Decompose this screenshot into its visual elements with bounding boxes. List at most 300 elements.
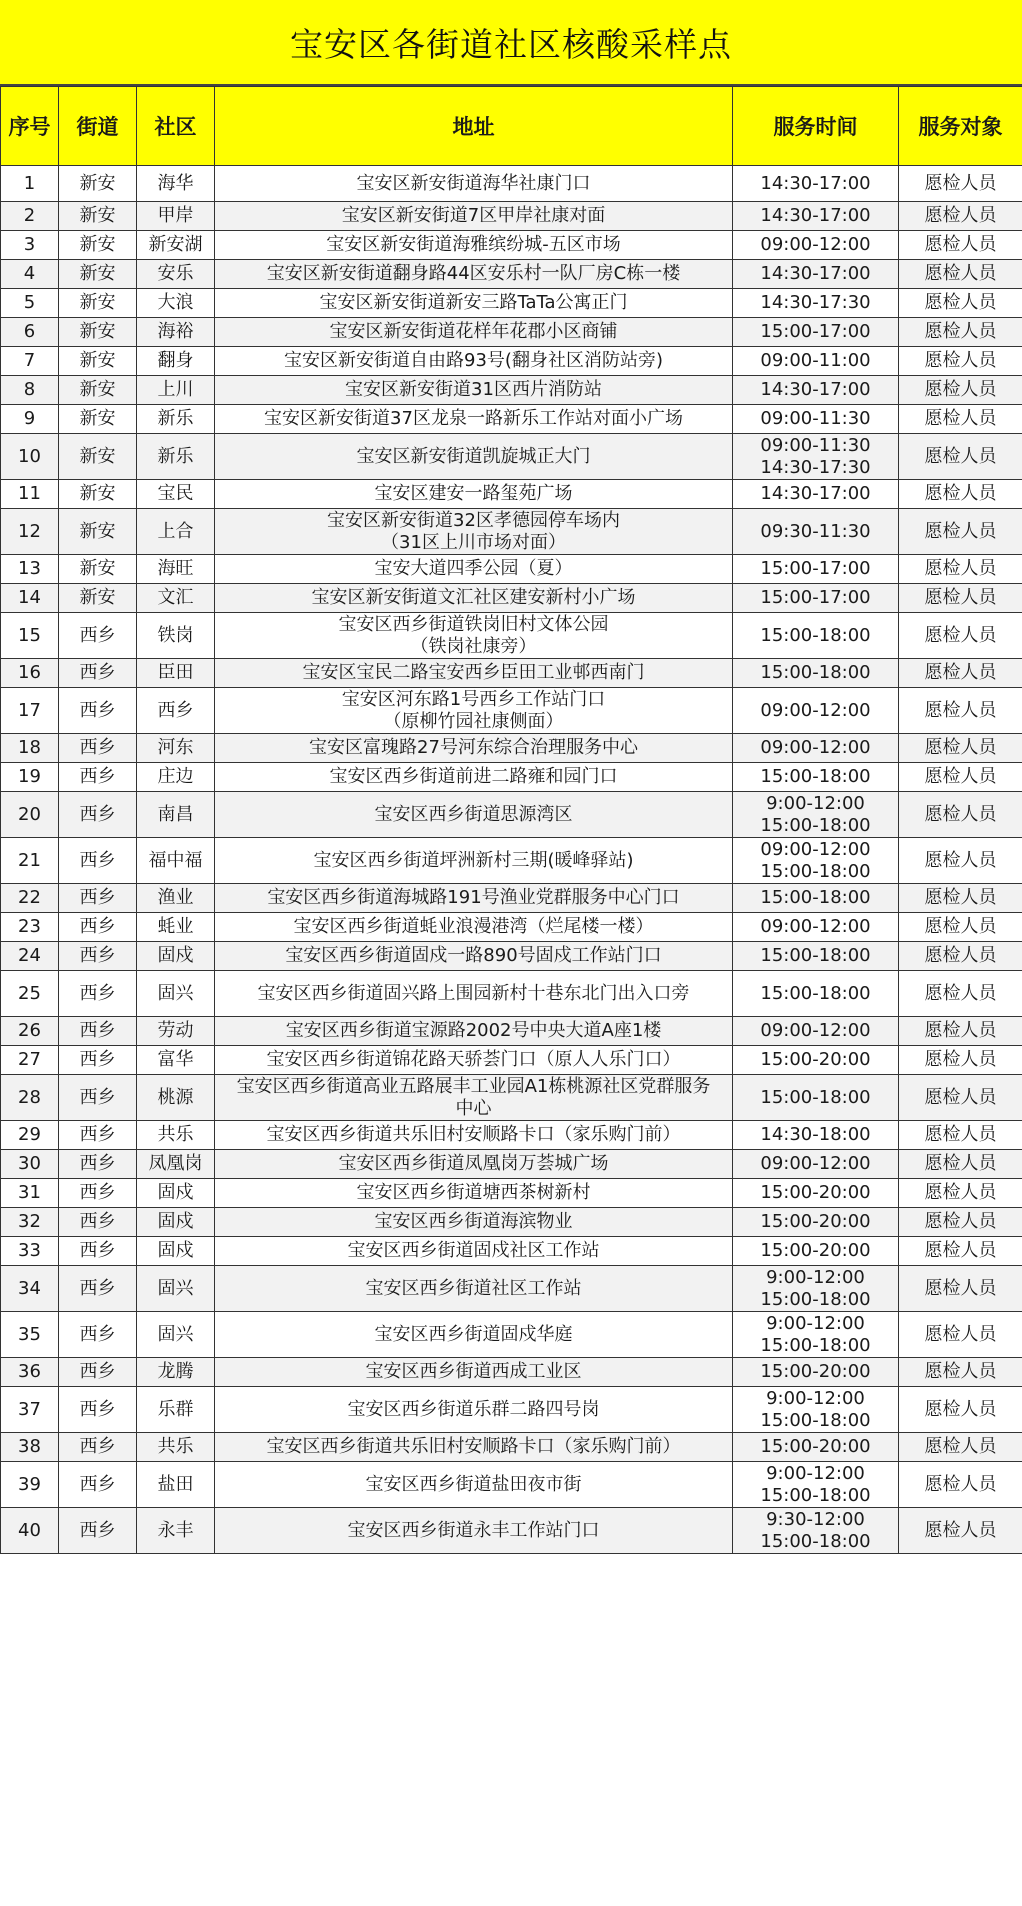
row-service-time [733, 555, 899, 584]
row-service-time-line: 14:30-17:00 [760, 172, 871, 194]
row-number: 8 [1, 376, 59, 405]
row-address [215, 289, 733, 318]
row-service-time-line: 9:00-12:00 [766, 792, 865, 814]
table-row [1, 202, 1022, 231]
row-service-time-line: 14:30-17:30 [760, 456, 871, 478]
row-address [215, 792, 733, 838]
row-service-time-line: 9:00-12:00 [766, 1387, 865, 1409]
row-address-line: 宝安区新安街道7区甲岸社康对面 [341, 205, 606, 226]
table-row [1, 1121, 1022, 1150]
row-community: 文汇 [137, 584, 215, 613]
row-community: 固兴 [137, 1266, 215, 1312]
row-service-time-line: 15:00-18:00 [760, 1530, 871, 1552]
row-service-time-line: 09:00-12:00 [760, 916, 871, 937]
row-service-target: 愿检人员 [899, 480, 1022, 509]
row-address-line: 宝安区西乡街道固戍一路890号固戍工作站门口 [285, 945, 662, 966]
row-address-line: 宝安区西乡街道永丰工作站门口 [347, 1519, 600, 1541]
row-community: 宝民 [137, 480, 215, 509]
row-community: 福中福 [137, 838, 215, 884]
row-service-target: 愿检人员 [899, 434, 1022, 480]
row-community: 桃源 [137, 1075, 215, 1121]
row-address-line: 宝安区新安街道花样年花郡小区商铺 [329, 321, 618, 342]
row-service-time-line: 15:00-20:00 [760, 1361, 871, 1382]
row-street: 新安 [59, 318, 137, 347]
row-service-time [733, 166, 899, 202]
row-service-time-line: 15:00-17:00 [760, 587, 871, 608]
table-row [1, 231, 1022, 260]
row-address [215, 763, 733, 792]
row-address [215, 1312, 733, 1358]
table-header-row [1, 87, 1022, 166]
row-service-time-line: 09:30-11:30 [760, 520, 871, 542]
row-service-time-line: 14:30-17:00 [760, 263, 871, 284]
row-service-time [733, 1237, 899, 1266]
table-row [1, 1266, 1022, 1312]
row-service-time [733, 434, 899, 480]
row-service-target: 愿检人员 [899, 231, 1022, 260]
sampling-sites-table [0, 86, 1022, 1554]
table-row [1, 838, 1022, 884]
row-community: 固戍 [137, 942, 215, 971]
row-number: 28 [1, 1075, 59, 1121]
row-service-time-line: 09:00-11:30 [760, 434, 871, 456]
row-street: 西乡 [59, 734, 137, 763]
table-row [1, 1075, 1022, 1121]
table-row [1, 1358, 1022, 1387]
row-street: 西乡 [59, 792, 137, 838]
row-number: 40 [1, 1508, 59, 1554]
row-service-target: 愿检人员 [899, 838, 1022, 884]
table-row [1, 1017, 1022, 1046]
row-address [215, 1046, 733, 1075]
row-community: 海裕 [137, 318, 215, 347]
row-community: 永丰 [137, 1508, 215, 1554]
row-number: 3 [1, 231, 59, 260]
row-street: 新安 [59, 509, 137, 555]
row-number: 34 [1, 1266, 59, 1312]
row-number: 24 [1, 942, 59, 971]
row-address-line: 宝安区西乡街道固戍社区工作站 [347, 1240, 600, 1261]
row-service-target: 愿检人员 [899, 1075, 1022, 1121]
row-address-line: 宝安区西乡街道西成工业区 [365, 1361, 582, 1382]
table-row [1, 318, 1022, 347]
row-number: 5 [1, 289, 59, 318]
table-row [1, 971, 1022, 1017]
row-address [215, 166, 733, 202]
row-address [215, 1358, 733, 1387]
row-community: 河东 [137, 734, 215, 763]
row-number: 1 [1, 166, 59, 202]
row-community: 上川 [137, 376, 215, 405]
row-street: 新安 [59, 260, 137, 289]
table-row [1, 434, 1022, 480]
row-service-time-line: 15:00-20:00 [760, 1211, 871, 1232]
row-service-time [733, 1121, 899, 1150]
row-service-target: 愿检人员 [899, 884, 1022, 913]
row-address-line: 宝安区新安街道海雅缤纷城-五区市场 [326, 234, 621, 255]
row-service-time [733, 763, 899, 792]
row-address-line: 宝安大道四季公园（夏） [374, 558, 573, 579]
row-service-time-line: 15:00-20:00 [760, 1049, 871, 1070]
row-address [215, 480, 733, 509]
row-service-target: 愿检人员 [899, 734, 1022, 763]
row-number: 14 [1, 584, 59, 613]
table-row [1, 166, 1022, 202]
row-service-target: 愿检人员 [899, 763, 1022, 792]
row-service-time-line: 09:00-11:00 [760, 350, 871, 371]
row-address-line: 宝安区西乡街道思源湾区 [374, 803, 573, 825]
row-service-target: 愿检人员 [899, 289, 1022, 318]
row-service-target: 愿检人员 [899, 1462, 1022, 1508]
row-street: 新安 [59, 555, 137, 584]
row-address-line: 宝安区新安街道新安三路TaTa公寓正门 [319, 292, 628, 313]
row-number: 16 [1, 659, 59, 688]
row-address [215, 838, 733, 884]
row-number: 15 [1, 613, 59, 659]
row-service-time [733, 688, 899, 734]
row-service-target: 愿检人员 [899, 318, 1022, 347]
row-address-line: 宝安区西乡街道乐群二路四号岗 [347, 1398, 600, 1420]
row-number: 39 [1, 1462, 59, 1508]
row-service-time [733, 1312, 899, 1358]
row-street: 西乡 [59, 1358, 137, 1387]
row-address-line: 宝安区西乡街道坪洲新村三期(暖峰驿站) [313, 849, 634, 871]
row-service-target: 愿检人员 [899, 688, 1022, 734]
row-address-line: 宝安区西乡街道社区工作站 [365, 1277, 582, 1299]
row-street: 西乡 [59, 913, 137, 942]
row-service-target: 愿检人员 [899, 942, 1022, 971]
row-number: 9 [1, 405, 59, 434]
row-community: 海旺 [137, 555, 215, 584]
row-address [215, 584, 733, 613]
row-service-time-line: 09:00-12:00 [760, 737, 871, 758]
table-row [1, 1150, 1022, 1179]
row-community: 海华 [137, 166, 215, 202]
row-number: 30 [1, 1150, 59, 1179]
row-street: 西乡 [59, 1121, 137, 1150]
row-service-time [733, 1358, 899, 1387]
row-address-line: 宝安区西乡街道铁岗旧村文体公园 [338, 613, 609, 635]
row-service-time [733, 613, 899, 659]
row-street: 西乡 [59, 1075, 137, 1121]
row-address [215, 231, 733, 260]
row-address-line: 宝安区新安街道32区孝德园停车场内 [327, 509, 620, 531]
row-service-time [733, 792, 899, 838]
row-community: 安乐 [137, 260, 215, 289]
row-service-target: 愿检人员 [899, 347, 1022, 376]
header-street: 街道 [59, 87, 137, 166]
row-number: 23 [1, 913, 59, 942]
row-address-line: 宝安区西乡街道宝源路2002号中央大道A座1楼 [285, 1020, 662, 1041]
row-service-time [733, 942, 899, 971]
row-service-time [733, 405, 899, 434]
row-address-line: 宝安区西乡街道固戍华庭 [374, 1323, 573, 1345]
header-service-target: 服务对象 [899, 87, 1022, 166]
row-community: 臣田 [137, 659, 215, 688]
row-street: 西乡 [59, 1266, 137, 1312]
row-number: 19 [1, 763, 59, 792]
row-service-time [733, 884, 899, 913]
row-address [215, 555, 733, 584]
row-service-time-line: 15:00-18:00 [760, 945, 871, 966]
row-service-time-line: 9:30-12:00 [766, 1508, 865, 1530]
row-address [215, 688, 733, 734]
table-row [1, 376, 1022, 405]
row-community: 大浪 [137, 289, 215, 318]
row-community: 庄边 [137, 763, 215, 792]
row-street: 新安 [59, 166, 137, 202]
row-community: 新乐 [137, 434, 215, 480]
row-service-time [733, 347, 899, 376]
row-number: 2 [1, 202, 59, 231]
row-service-time-line: 9:00-12:00 [766, 1266, 865, 1288]
table-row [1, 480, 1022, 509]
row-service-target: 愿检人员 [899, 1433, 1022, 1462]
row-service-time [733, 1075, 899, 1121]
row-service-target: 愿检人员 [899, 1179, 1022, 1208]
row-service-time [733, 318, 899, 347]
row-service-time-line: 09:00-12:00 [760, 234, 871, 255]
row-street: 西乡 [59, 1508, 137, 1554]
row-street: 新安 [59, 347, 137, 376]
row-service-target: 愿检人员 [899, 1046, 1022, 1075]
row-address-line: 宝安区西乡街道蚝业浪漫港湾（烂尾楼一楼） [293, 916, 654, 937]
row-service-target: 愿检人员 [899, 202, 1022, 231]
row-address [215, 942, 733, 971]
row-address [215, 1462, 733, 1508]
row-street: 新安 [59, 289, 137, 318]
row-street: 西乡 [59, 942, 137, 971]
row-street: 西乡 [59, 1462, 137, 1508]
row-service-time-line: 9:00-12:00 [766, 1312, 865, 1334]
row-street: 西乡 [59, 1237, 137, 1266]
row-number: 32 [1, 1208, 59, 1237]
row-address-line: 宝安区西乡街道固兴路上围园新村十巷东北门出入口旁 [257, 982, 690, 1004]
row-address [215, 405, 733, 434]
row-service-time-line: 15:00-18:00 [760, 814, 871, 836]
row-address-line: 宝安区西乡街道高业五路展丰工业园A1栋桃源社区党群服务 [236, 1075, 711, 1097]
row-service-time-line: 09:00-12:00 [760, 699, 871, 721]
row-service-target: 愿检人员 [899, 971, 1022, 1017]
row-service-time-line: 09:00-11:30 [760, 408, 871, 429]
row-community: 蚝业 [137, 913, 215, 942]
row-service-time [733, 231, 899, 260]
row-address-line: （铁岗社康旁） [410, 635, 537, 657]
header-community: 社区 [137, 87, 215, 166]
row-address [215, 971, 733, 1017]
row-service-target: 愿检人员 [899, 405, 1022, 434]
row-address-line: 宝安区西乡街道前进二路雍和园门口 [329, 766, 618, 787]
row-community: 新乐 [137, 405, 215, 434]
row-street: 西乡 [59, 613, 137, 659]
page-title: 宝安区各街道社区核酸采样点 [0, 0, 1022, 86]
row-service-time [733, 1046, 899, 1075]
row-service-target: 愿检人员 [899, 260, 1022, 289]
row-community: 固兴 [137, 1312, 215, 1358]
table-row [1, 659, 1022, 688]
row-address-line: 宝安区新安街道自由路93号(翻身社区消防站旁) [284, 350, 663, 371]
row-service-time-line: 15:00-18:00 [760, 887, 871, 908]
row-address-line: 宝安区西乡街道锦花路天骄荟门口（原人人乐门口） [266, 1049, 681, 1070]
row-service-target: 愿检人员 [899, 1312, 1022, 1358]
row-address [215, 1208, 733, 1237]
row-service-time [733, 659, 899, 688]
row-street: 新安 [59, 480, 137, 509]
row-address [215, 509, 733, 555]
row-service-target: 愿检人员 [899, 584, 1022, 613]
row-service-time [733, 584, 899, 613]
row-address-line: 宝安区新安街道海华社康门口 [356, 172, 591, 194]
row-service-target: 愿检人员 [899, 659, 1022, 688]
row-address [215, 1017, 733, 1046]
row-service-time [733, 376, 899, 405]
row-number: 38 [1, 1433, 59, 1462]
row-street: 西乡 [59, 1179, 137, 1208]
row-street: 西乡 [59, 688, 137, 734]
row-community: 富华 [137, 1046, 215, 1075]
row-service-time-line: 14:30-17:30 [760, 292, 871, 313]
row-street: 新安 [59, 584, 137, 613]
row-number: 6 [1, 318, 59, 347]
row-address [215, 1075, 733, 1121]
row-service-target: 愿检人员 [899, 913, 1022, 942]
row-number: 37 [1, 1387, 59, 1433]
row-service-time [733, 913, 899, 942]
table-row [1, 509, 1022, 555]
row-service-time [733, 1017, 899, 1046]
row-address [215, 1387, 733, 1433]
row-service-time-line: 09:00-12:00 [760, 838, 871, 860]
row-service-time [733, 1433, 899, 1462]
row-number: 22 [1, 884, 59, 913]
table-row [1, 688, 1022, 734]
row-service-target: 愿检人员 [899, 1387, 1022, 1433]
table-row [1, 942, 1022, 971]
row-address [215, 1237, 733, 1266]
row-service-target: 愿检人员 [899, 1358, 1022, 1387]
row-service-time-line: 15:00-20:00 [760, 1240, 871, 1261]
table-row [1, 1508, 1022, 1554]
row-service-time-line: 15:00-18:00 [760, 1288, 871, 1310]
row-community: 渔业 [137, 884, 215, 913]
row-address [215, 202, 733, 231]
row-number: 26 [1, 1017, 59, 1046]
row-street: 西乡 [59, 1433, 137, 1462]
row-street: 西乡 [59, 1150, 137, 1179]
row-address [215, 659, 733, 688]
row-street: 西乡 [59, 971, 137, 1017]
row-address-line: 中心 [455, 1097, 492, 1119]
row-service-target: 愿检人员 [899, 1150, 1022, 1179]
row-address [215, 434, 733, 480]
table-row [1, 792, 1022, 838]
row-street: 新安 [59, 202, 137, 231]
row-service-time-line: 15:00-20:00 [760, 1436, 871, 1457]
table-row [1, 763, 1022, 792]
row-address-line: 宝安区西乡街道塘西茶树新村 [356, 1182, 591, 1203]
row-service-time [733, 734, 899, 763]
row-service-time-line: 15:00-17:00 [760, 558, 871, 579]
row-community: 共乐 [137, 1121, 215, 1150]
row-service-target: 愿检人员 [899, 166, 1022, 202]
row-street: 新安 [59, 376, 137, 405]
row-service-time [733, 838, 899, 884]
row-service-time-line: 09:00-12:00 [760, 1020, 871, 1041]
row-address [215, 376, 733, 405]
row-service-time-line: 14:30-17:00 [760, 483, 871, 504]
row-service-time [733, 202, 899, 231]
row-number: 13 [1, 555, 59, 584]
row-service-target: 愿检人员 [899, 613, 1022, 659]
row-service-time-line: 15:00-18:00 [760, 1334, 871, 1356]
row-address-line: 宝安区新安街道37区龙泉一路新乐工作站对面小广场 [264, 408, 683, 429]
row-address [215, 1121, 733, 1150]
row-address-line: 宝安区河东路1号西乡工作站门口 [341, 688, 606, 710]
row-number: 33 [1, 1237, 59, 1266]
row-service-time-line: 15:00-18:00 [760, 1409, 871, 1431]
row-service-time-line: 15:00-18:00 [760, 1086, 871, 1108]
row-number: 18 [1, 734, 59, 763]
table-row [1, 1462, 1022, 1508]
row-street: 西乡 [59, 1046, 137, 1075]
row-number: 10 [1, 434, 59, 480]
row-address-line: （原柳竹园社康侧面） [383, 710, 564, 732]
table-row [1, 289, 1022, 318]
row-service-target: 愿检人员 [899, 1121, 1022, 1150]
row-address [215, 1179, 733, 1208]
row-community: 凤凰岗 [137, 1150, 215, 1179]
row-service-target: 愿检人员 [899, 509, 1022, 555]
row-address-line: （31区上川市场对面） [381, 531, 566, 553]
table-row [1, 1237, 1022, 1266]
row-service-time [733, 289, 899, 318]
table-row [1, 613, 1022, 659]
row-service-target: 愿检人员 [899, 1237, 1022, 1266]
row-address [215, 347, 733, 376]
row-community: 乐群 [137, 1387, 215, 1433]
header-service-time: 服务时间 [733, 87, 899, 166]
header-no: 序号 [1, 87, 59, 166]
header-address: 地址 [215, 87, 733, 166]
row-address-line: 宝安区西乡街道盐田夜市街 [365, 1473, 582, 1495]
row-address [215, 613, 733, 659]
row-community: 南昌 [137, 792, 215, 838]
row-service-time-line: 15:00-20:00 [760, 1182, 871, 1203]
row-service-time [733, 260, 899, 289]
row-service-time-line: 15:00-18:00 [760, 1484, 871, 1506]
row-community: 共乐 [137, 1433, 215, 1462]
row-community: 固戍 [137, 1237, 215, 1266]
table-row [1, 1179, 1022, 1208]
table-row [1, 1046, 1022, 1075]
row-number: 17 [1, 688, 59, 734]
row-address [215, 1508, 733, 1554]
row-number: 4 [1, 260, 59, 289]
row-community: 固兴 [137, 971, 215, 1017]
table-row [1, 1208, 1022, 1237]
row-community: 铁岗 [137, 613, 215, 659]
row-service-time [733, 971, 899, 1017]
row-address [215, 1150, 733, 1179]
row-service-time-line: 14:30-17:00 [760, 205, 871, 226]
row-service-target: 愿检人员 [899, 1208, 1022, 1237]
row-number: 29 [1, 1121, 59, 1150]
row-service-time [733, 1208, 899, 1237]
row-service-time-line: 15:00-18:00 [760, 662, 871, 683]
row-number: 20 [1, 792, 59, 838]
row-number: 7 [1, 347, 59, 376]
table-row [1, 584, 1022, 613]
